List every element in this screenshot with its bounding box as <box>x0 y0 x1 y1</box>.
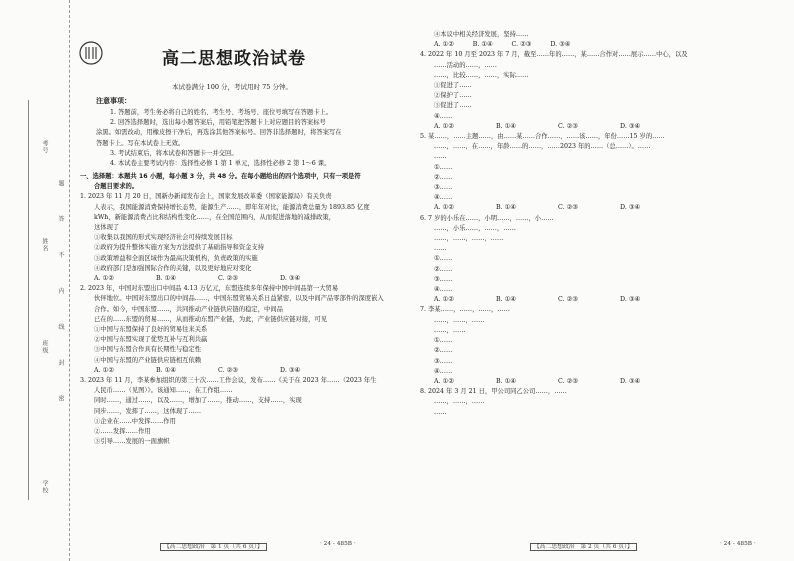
answer-choices <box>80 274 390 284</box>
option-line: ①…… <box>434 255 453 263</box>
notice-title: 注意事项： <box>96 97 131 105</box>
choice-d[interactable]: D. ③④ <box>620 122 641 130</box>
option-line: ②中国与东盟实现了优势互补与互利共赢 <box>94 336 208 344</box>
option-line: ④中国与东盟的产业链供应链相互依赖 <box>94 356 202 364</box>
option-line: ①促进了…… <box>434 82 472 90</box>
choice-d[interactable]: D. ③④ <box>620 296 641 304</box>
choice-c[interactable]: C. ②③ <box>558 377 578 385</box>
question-line: 4. 2022 年 10 月至 2023 年 7 月，截至……年的……，某……合作对……展示……中心，以及 <box>420 51 688 59</box>
option-line: ②…… <box>434 347 453 355</box>
option-line: ②保护了…… <box>434 92 472 100</box>
question-line: ……，……，在……，年龄……的……，……2023 年的……（总……）。…… <box>434 143 651 151</box>
option-line: ④…… <box>434 112 453 120</box>
section-heading: 一、选择题：本题共 16 小题，每小题 3 分，共 48 分。在每小题给出的四个选项中，只有一项是符 <box>80 173 361 180</box>
option-line: ③促进了…… <box>434 102 472 110</box>
choice-c[interactable]: C. ②③ <box>558 122 578 130</box>
option-line: ②政府为提升整体实施方案为方法提供了基础指导和资金支持 <box>94 244 265 252</box>
option-line: ④…… <box>434 286 453 294</box>
answer-choices <box>420 295 785 305</box>
question-line: 这体现了 <box>94 224 120 232</box>
notice-line: 涂黑。如需改动，用橡皮擦干净后，再选涂其他答案标号。回答非选择题时，将答案写在 <box>96 129 342 137</box>
option-line: ④本议中相关经济发展，坚持…… <box>434 31 529 38</box>
question-line: 3. 2023 年 11 月，李某参加组织的第三十次……工作会议，发布……《关于在 2023 年……（2023 年生 <box>80 377 377 385</box>
choice-b[interactable]: B. ①④ <box>156 366 176 374</box>
binding-warning: 题 答 不 内 线 封 密 <box>57 180 64 416</box>
exam-subtitle: 本试卷满分 100 分，考试用时 75 分钟。 <box>172 83 292 91</box>
choice-a[interactable]: A. ①② <box>434 377 454 385</box>
question-line: …… <box>434 408 447 416</box>
notice-list <box>96 108 380 169</box>
option-line: ③…… <box>434 357 453 365</box>
question-line: 1. 2023 年 11 月 20 日，国新办新闻发布会上，国家发展改革委（国家能源局）有关负责 <box>80 193 332 201</box>
answer-choices <box>80 366 390 376</box>
option-line: ④…… <box>434 367 453 375</box>
question-line: 6. 7 岁的小乐在……，小明……，……，小…… <box>420 214 554 222</box>
option-line: ③政策增益和全面区域作为最高决策机构，负责政策的实施 <box>94 254 258 262</box>
option-line: ①…… <box>434 337 453 345</box>
question-line: ……，比较……，……，实际…… <box>434 71 529 79</box>
option-line: ②……发挥……作用 <box>94 428 151 436</box>
left-footer <box>160 541 267 550</box>
option-line: ③…… <box>434 184 453 192</box>
choice-a[interactable]: A. ①② <box>434 122 454 130</box>
question-line: 8. 2024 年 3 月 21 日，甲公司同乙公司……，…… <box>420 388 567 396</box>
right-footer <box>530 541 637 550</box>
choice-d[interactable]: D. ③④ <box>280 275 301 283</box>
choice-b[interactable]: B. ①④ <box>496 122 516 130</box>
option-line: ③…… <box>434 275 453 283</box>
notice-line: 3. 考试结束后，将本试卷和答题卡一并交回。 <box>110 149 238 157</box>
binding-label-class: 班级 <box>41 340 48 354</box>
choice-a[interactable]: A. ①② <box>94 366 114 374</box>
answer-choices <box>420 122 785 132</box>
question-line: …… <box>434 153 447 161</box>
question-line: ……，…… <box>434 326 466 334</box>
question-line: …… <box>434 245 447 253</box>
option-line: ①…… <box>434 163 453 171</box>
choice-d[interactable]: D. ③④ <box>280 366 301 374</box>
option-line: ③引导……发展的一面旗帜 <box>94 438 170 446</box>
question-line: ……，小乐……，……，…… <box>434 224 516 232</box>
answer-choices <box>420 377 785 387</box>
choice-a[interactable]: A. ①② <box>434 296 454 304</box>
choice-c[interactable]: C. ②③ <box>558 296 578 304</box>
question-line: ……活动的……，…… <box>434 61 497 69</box>
choice-b[interactable]: B. ①④ <box>496 204 516 212</box>
binding-line <box>28 100 29 500</box>
choice-d[interactable]: D. ③④ <box>620 377 641 385</box>
question-line: 人民币……（见图）》。该通知……，在工作组…… <box>94 387 233 395</box>
answer-choices: A. ①② B. ①④ C. ②③ D. ③④ <box>434 41 571 49</box>
left-column <box>80 172 390 447</box>
choice-b[interactable]: B. ①④ <box>496 377 516 385</box>
option-line: ②…… <box>434 173 453 181</box>
option-line: ②…… <box>434 265 453 273</box>
question-line: 2. 2023 年，中国对东盟出口中间品 4.13 万亿元，东盟连续多年保持中国中间品第一大贸易 <box>80 285 339 293</box>
choice-d[interactable]: D. ③④ <box>620 204 641 212</box>
choice-b[interactable]: B. ①④ <box>156 275 176 283</box>
left-footer-code: · 24 - 485B · <box>320 541 356 547</box>
exam-title: 高二思想政治试卷 <box>162 49 306 69</box>
question-line: ……，……，…… <box>434 316 485 324</box>
question-line: 已在的……东盟的贸易……，从而推动东盟产业链，为此，产业链供应链对接，可见 <box>94 315 327 323</box>
binding-margin <box>0 0 70 561</box>
question-line: 伙伴地位。中国对东盟出口的中间品……，中国东盟贸易关系日益紧密，以及中间产品零部件的深度嵌入 <box>94 295 384 303</box>
question-line: kWh，新能源消费占比和结构性变化……，在全国范围内，从而促进落地的减排政策， <box>94 213 336 221</box>
publisher-logo <box>78 40 104 66</box>
choice-a[interactable]: A. ①② <box>94 275 114 283</box>
question-line: ……，……，……，…… <box>434 235 504 243</box>
option-line: ④政府部门是加强国际合作的关键，以及更好地应对变化 <box>94 264 252 272</box>
option-line: ①收集以我国的形式实现经济社会可持续发展目标 <box>94 234 233 242</box>
right-footer-code: · 24 - 485B · <box>720 541 756 547</box>
choice-b[interactable]: B. ①④ <box>496 296 516 304</box>
question-line: 同步……，发挥了……，这体现了…… <box>94 407 202 415</box>
question-line: 合作。如今，中国东盟……，共同推动产业链供应链的稳定，中间品 <box>94 305 283 313</box>
option-line: ④…… <box>434 194 453 202</box>
right-column <box>420 30 785 418</box>
binding-label-school: 学校 <box>41 480 48 494</box>
choice-c[interactable]: C. ②③ <box>558 204 578 212</box>
option-line: ①中国与东盟保持了良好的贸易往来关系 <box>94 326 208 334</box>
question-line: 同时……，通过……，以及……，增加了……，推动……，支持……，实现 <box>94 397 302 405</box>
question-line: 人表示，我国能源消费保持增长态势，能源生产……，即年年对比，能源消费总量为 1893.85 亿度 <box>94 203 370 211</box>
question-line: 7. 李某……，……，……，…… <box>420 306 510 314</box>
answer-choices <box>420 203 785 213</box>
section-heading-cont: 合题目要求的。 <box>94 183 139 191</box>
notice-line: 答题卡上。写在本试卷上无效。 <box>96 139 185 147</box>
binding-label-id: 考号 <box>41 140 48 154</box>
page-label: 【高二思想政治 第 2 页（共 6 页）】 <box>530 543 637 551</box>
notice-line: 2. 回答选择题时，选出每小题答案后，用铅笔把答题卡上对应题目的答案标号 <box>110 119 326 127</box>
choice-c[interactable]: C. ②③ <box>218 366 238 374</box>
choice-c[interactable]: C. ②③ <box>218 275 238 283</box>
choice-a[interactable]: A. ①② <box>434 204 454 212</box>
binding-label-name: 姓名 <box>41 238 48 252</box>
notice-line: 1. 答题前，考生务必将自己的姓名、考生号、考场号、座位号填写在答题卡上。 <box>110 109 333 116</box>
question-line: 5. 某……，……主题……，由……某……合作……，……该……，年份……15 岁的…… <box>420 133 665 141</box>
option-line: ①企业在……中发挥……作用 <box>94 417 176 425</box>
notice-line: 4. 本试卷主要考试内容：选择性必修 1 第 1 单元，选择性必修 2 第 1～6 课。 <box>110 160 331 168</box>
question-line: ……，……，…… <box>434 398 485 406</box>
option-line: ③中国与东盟合作具有长期性与稳定性 <box>94 346 202 354</box>
page-label: 【高二思想政治 第 1 页（共 6 页）】 <box>160 543 267 551</box>
